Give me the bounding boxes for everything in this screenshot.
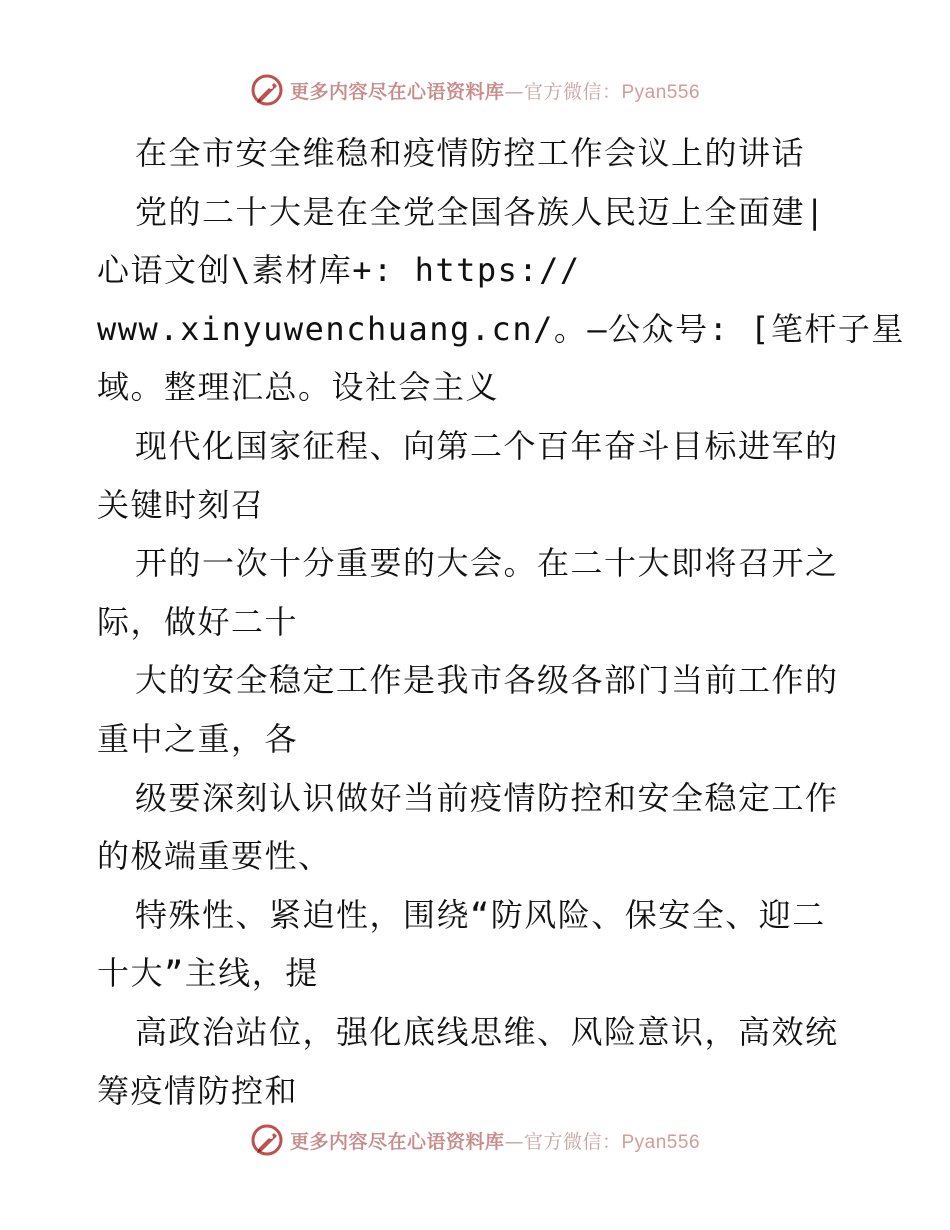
banner-wechat-label: 官方微信：	[523, 80, 622, 103]
paragraph-line: 党的二十大是在全党全国各族人民迈上全面建|	[135, 192, 826, 231]
banner-brand: 更多内容尽在心语资料库	[289, 1130, 505, 1153]
paragraph-line: 关键时刻召	[97, 485, 265, 524]
paragraph-line: www.xinyuwenchuang.cn/。—公众号: [笔杆子星	[97, 309, 905, 348]
banner-wechat-id: Pyan556	[621, 81, 701, 103]
paragraph-line: 大的安全稳定工作是我市各级各部门当前工作的	[135, 661, 839, 700]
banner-brand: 更多内容尽在心语资料库	[289, 80, 505, 103]
header-watermark-banner	[0, 72, 950, 108]
footer-watermark-banner	[0, 1122, 950, 1158]
banner-wechat-label: 官方微信：	[523, 1130, 622, 1153]
paragraph-line: 的极端重要性、	[97, 837, 332, 876]
paragraph-line: 特殊性、紧迫性，围绕“防风险、保安全、迎二	[135, 895, 826, 934]
paragraph-line: 开的一次十分重要的大会。在二十大即将召开之	[135, 544, 839, 583]
paragraph-line: 重中之重，各	[97, 719, 299, 758]
banner-separator: —	[504, 1130, 524, 1153]
document-title: 在全市安全维稳和疫情防控工作会议上的讲话	[135, 134, 806, 172]
paragraph-line: 心语文创\素材库+: https://	[97, 251, 581, 290]
pen-logo-icon	[250, 73, 284, 107]
banner-wechat-id: Pyan556	[621, 1131, 701, 1153]
banner-separator: —	[504, 80, 524, 103]
document-body	[97, 124, 905, 1120]
banner-text	[290, 1127, 700, 1154]
paragraph-line: 域。整理汇总。设社会主义	[97, 368, 500, 407]
paragraph-line: 筹疫情防控和	[97, 1071, 299, 1110]
paragraph-line: 现代化国家征程、向第二个百年奋斗目标进军的	[135, 426, 839, 465]
paragraph-line: 际，做好二十	[97, 602, 299, 641]
paragraph-line: 高政治站位，强化底线思维、风险意识，高效统	[135, 1012, 839, 1051]
pen-logo-icon	[250, 1123, 284, 1157]
banner-text	[290, 77, 700, 104]
paragraph-line: 十大”主线，提	[97, 954, 319, 993]
paragraph-line: 级要深刻认识做好当前疫情防控和安全稳定工作	[135, 778, 839, 817]
